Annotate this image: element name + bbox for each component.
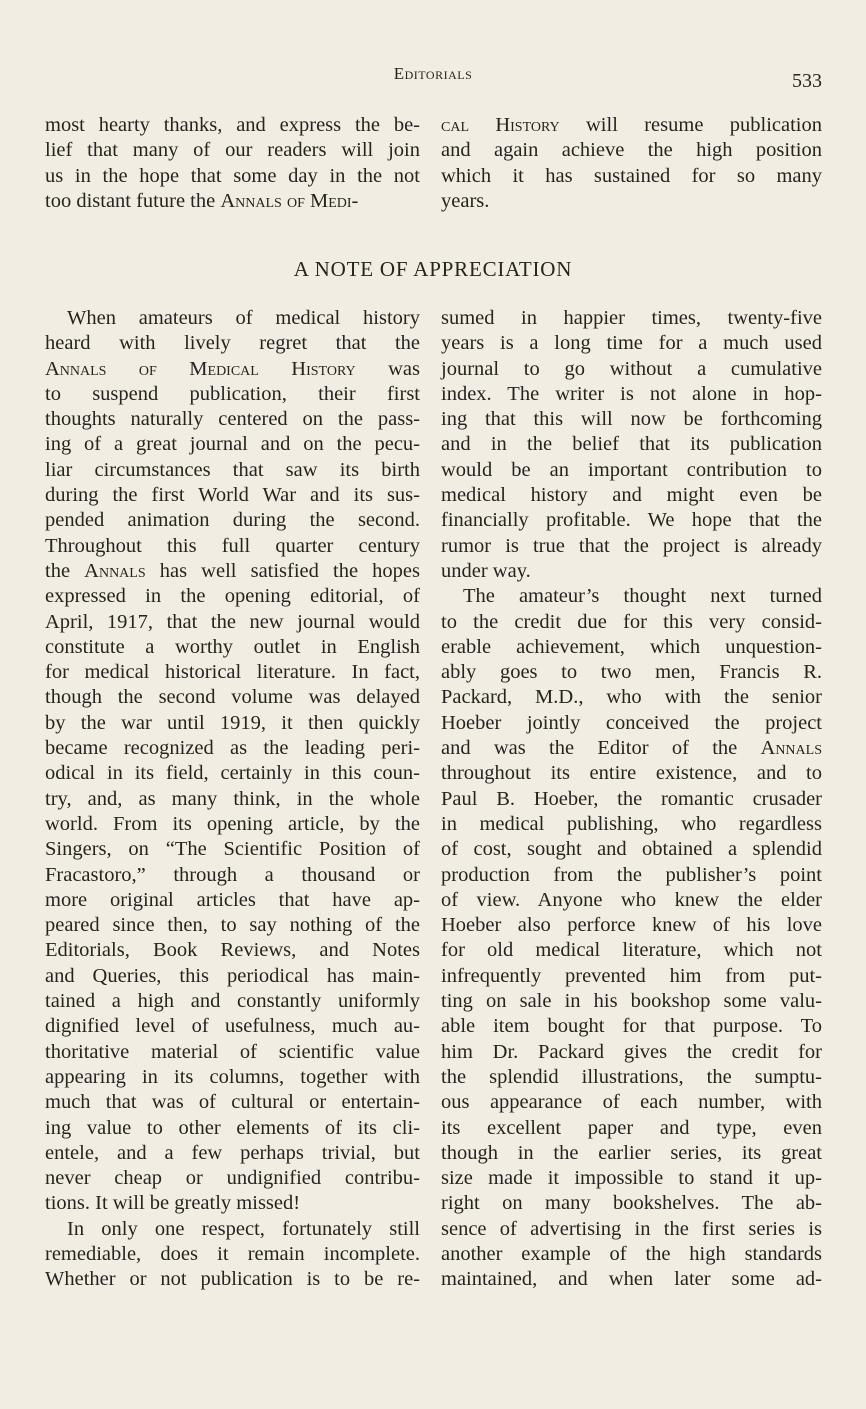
text-line: became recognized as the leading peri-	[45, 737, 420, 760]
text-line: size made it impossible to stand it up-	[441, 1167, 822, 1190]
text-line: throughout its entire existence, and to	[441, 762, 822, 785]
text-line: ing of a great journal and on the pecu-	[45, 433, 420, 456]
text-line: more original articles that have ap-	[45, 888, 420, 911]
text-line: thoughts naturally centered on the pass-	[45, 408, 420, 431]
text-line: to suspend publication, their first	[45, 382, 420, 405]
text-line: and in the belief that its publication	[441, 433, 822, 456]
text-line: much that was of cultural or entertain-	[45, 1091, 420, 1114]
text-line: sence of advertising in the first series is	[441, 1217, 822, 1240]
text-line: world. From its opening article, by the	[45, 812, 420, 835]
text-line: expressed in the opening editorial, of	[45, 585, 420, 608]
article-right-column	[441, 306, 822, 1293]
text-line: during the first World War and its sus-	[45, 484, 420, 507]
text-line: us in the hope that some day in the not	[45, 164, 420, 187]
text-line: ing that this will now be forthcoming	[441, 408, 822, 431]
text-line: able item bought for that purpose. To	[441, 1015, 822, 1038]
text-line: him Dr. Packard gives the credit for	[441, 1040, 822, 1063]
text-line: The amateur’s thought next turned	[463, 585, 822, 608]
text-line: journal to go without a cumulative	[441, 357, 822, 380]
text-line: Throughout this full quarter century	[45, 534, 420, 557]
intro-right-column	[441, 113, 822, 214]
article-title: A NOTE OF APPRECIATION	[293, 257, 573, 281]
text-line: production from the publisher’s point	[441, 863, 822, 886]
running-title: Editorials	[393, 64, 473, 83]
text-line: financially profitable. We hope that the	[441, 509, 822, 532]
text-line: which it has sustained for so many	[441, 164, 822, 187]
text-line: ting on sale in his bookshop some valu-	[441, 990, 822, 1013]
text-line: Hoeber also perforce knew of his love	[441, 914, 822, 937]
text-line: liar circumstances that saw its birth	[45, 458, 420, 481]
text-line: years is a long time for a much used	[441, 332, 822, 355]
text-line: erable achievement, which unquestion-	[441, 635, 822, 658]
text-line: by the war until 1919, it then quickly	[45, 711, 420, 734]
text-line: remediable, does it remain incomplete.	[45, 1242, 420, 1265]
text-line: years.	[441, 189, 490, 212]
text-line: Singers, on “The Scientific Position of	[45, 838, 420, 861]
text-line: in medical publishing, who regardless	[441, 812, 822, 835]
text-line: tained a high and constantly uniformly	[45, 990, 420, 1013]
page-number: 533	[792, 70, 822, 92]
text-line: medical history and might even be	[441, 484, 822, 507]
text-line: the splendid illustrations, the sumptu-	[441, 1065, 822, 1088]
text-line: would be an important contribution to	[441, 458, 822, 481]
text-line: entele, and a few perhaps trivial, but	[45, 1141, 420, 1164]
text-line: lief that many of our readers will join	[45, 139, 420, 162]
text-line: In only one respect, fortunately still	[67, 1217, 420, 1240]
text-line: constitute a worthy outlet in English	[45, 635, 420, 658]
text-line: ous appearance of each number, with	[441, 1091, 822, 1114]
text-line: and again achieve the high position	[441, 139, 822, 162]
text-line: and Queries, this periodical has main-	[45, 964, 420, 987]
text-line: Editorials, Book Reviews, and Notes	[45, 939, 420, 962]
text-line: Paul B. Hoeber, the romantic crusader	[441, 787, 822, 810]
journal-name: Annals	[760, 737, 822, 760]
journal-name: cal History	[441, 114, 560, 136]
text-line: its excellent paper and type, even	[441, 1116, 822, 1139]
text-line: cal History will resume publication	[441, 114, 822, 136]
text-line: dignified level of usefulness, much au-	[45, 1015, 420, 1038]
text-line: never cheap or undignified contribu-	[45, 1167, 420, 1190]
text-line: heard with lively regret that the	[45, 332, 420, 355]
text-line: April, 1917, that the new journal would	[45, 610, 420, 633]
text-line: tions. It will be greatly missed!	[45, 1192, 301, 1215]
text-line: too distant future the Annals of Medi-	[45, 189, 359, 212]
text-line: odical in its field, certainly in this coun-	[45, 762, 420, 785]
text-line: Whether or not publication is to be re-	[45, 1268, 420, 1291]
text-line: infrequently prevented him from put-	[441, 964, 822, 987]
text-line: maintained, and when later some ad-	[441, 1268, 822, 1291]
text-line: though the second volume was delayed	[45, 686, 420, 709]
text-line: thoritative material of scientific value	[45, 1040, 420, 1063]
text-line: right on many bookshelves. The ab-	[441, 1192, 822, 1215]
text-line: index. The writer is not alone in hop-	[441, 382, 822, 405]
text-line: and was the Editor of the Annals	[441, 737, 822, 760]
text-line: under way.	[441, 559, 531, 582]
text-line: rumor is true that the project is already	[441, 534, 822, 557]
journal-name: Annals	[84, 559, 146, 582]
text-line: peared since then, to say nothing of the	[45, 914, 420, 937]
text-line: appearing in its columns, together with	[45, 1065, 420, 1088]
text-line: pended animation during the second.	[45, 509, 420, 532]
text-line: to the credit due for this very consid-	[441, 610, 822, 633]
text-line: Hoeber jointly conceived the project	[441, 711, 822, 734]
text-line: ably goes to two men, Francis R.	[441, 661, 822, 684]
text-line: sumed in happier times, twenty-five	[441, 307, 822, 329]
text-line: Fracastoro,” through a thousand or	[45, 863, 420, 886]
intro-left-column	[45, 113, 420, 214]
text-line: for old medical literature, which not	[441, 939, 822, 962]
text-line: try, and, as many think, in the whole	[45, 787, 420, 810]
journal-name: Annals of Medi-	[220, 189, 359, 212]
text-line: another example of the high standards	[441, 1242, 822, 1265]
article-left-column	[45, 306, 420, 1293]
text-line: most hearty thanks, and express the be-	[45, 114, 420, 136]
text-line: Annals of Medical History was	[45, 357, 420, 380]
text-line: though in the earlier series, its great	[441, 1141, 822, 1164]
text-line: Packard, M.D., who with the senior	[441, 686, 822, 709]
text-line: of view. Anyone who knew the elder	[441, 888, 822, 911]
text-line: ing value to other elements of its cli-	[45, 1116, 420, 1139]
text-line: the Annals has well satisfied the hopes	[45, 559, 420, 582]
text-line: When amateurs of medical history	[67, 307, 420, 329]
text-line: of cost, sought and obtained a splendid	[441, 838, 822, 861]
journal-name: Annals of Medical History	[45, 357, 356, 380]
text-line: for medical historical literature. In fact,	[45, 661, 420, 684]
